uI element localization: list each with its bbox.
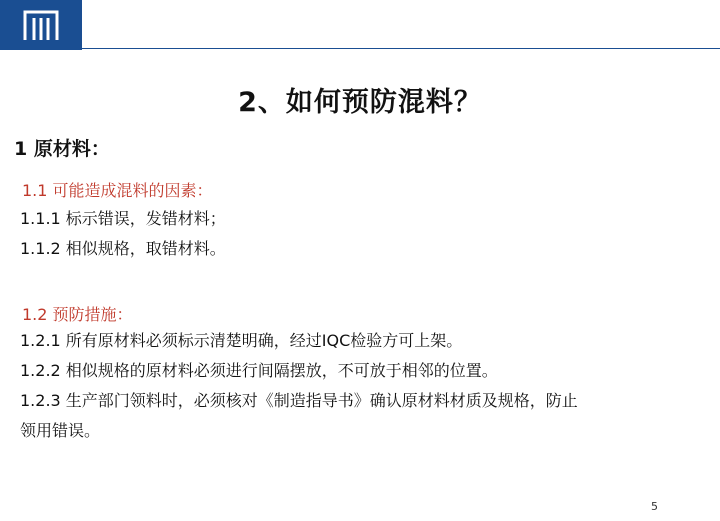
page-number: 5: [651, 500, 658, 513]
subheading-measures: 1.2 预防措施：: [22, 305, 133, 324]
measure-item: 1.2.1 所有原材料必须标示清楚明确，经过IQC检验方可上架。: [20, 331, 463, 350]
slide-title: 2、如何预防混料？: [238, 87, 482, 118]
measure-item-continuation: 领用错误。: [20, 421, 101, 440]
header-divider: [82, 48, 720, 49]
measure-item: 1.2.2 相似规格的原材料必须进行间隔摆放，不可放于相邻的位置。: [20, 361, 498, 380]
factor-item: 1.1.1 标示错误，发错材料；: [20, 209, 226, 228]
measure-item: 1.2.3 生产部门领料时，必须核对《制造指导书》确认原材料材质及规格，防止: [20, 391, 578, 410]
section-heading: 1 原材料：: [14, 138, 110, 160]
logo-box: [0, 0, 82, 50]
building-logo-icon: [22, 8, 60, 42]
subheading-factors: 1.1 可能造成混料的因素：: [22, 181, 213, 200]
factor-item: 1.1.2 相似规格，取错材料。: [20, 239, 226, 258]
